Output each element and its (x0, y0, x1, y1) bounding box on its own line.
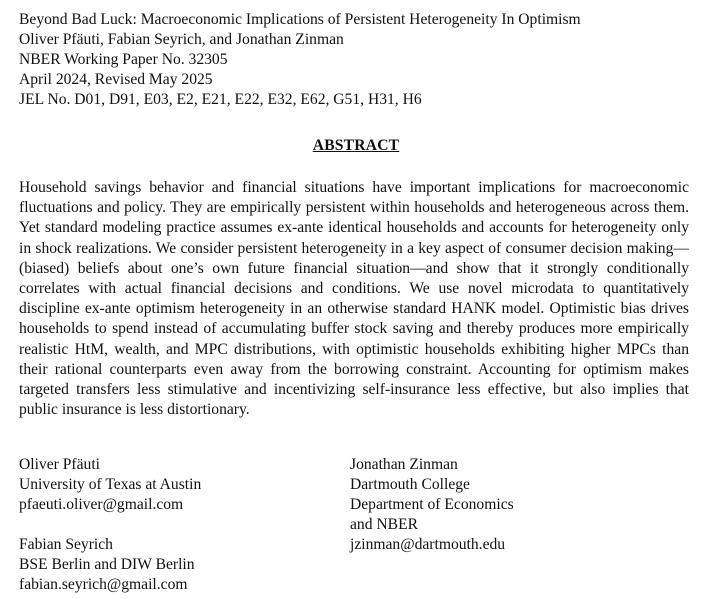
author-column-right (350, 455, 514, 555)
author-affiliation: and NBER (350, 516, 419, 533)
abstract-heading: ABSTRACT (312, 137, 400, 154)
working-paper-number: NBER Working Paper No. 32305 (19, 51, 228, 68)
author-block-seyrich (19, 535, 201, 595)
author-affiliation: BSE Berlin and DIW Berlin (19, 556, 195, 573)
author-contact-section (19, 455, 699, 595)
author-name: Fabian Seyrich (19, 536, 113, 553)
author-affiliation: Department of Economics (350, 496, 514, 513)
jel-codes: JEL No. D01, D91, E03, E2, E21, E22, E32, E62, G51, H31, H6 (19, 91, 422, 108)
author-block-zinman (350, 455, 514, 555)
paper-title: Beyond Bad Luck: Macroeconomic Implications of Persistent Heterogeneity In Optimism (19, 11, 581, 28)
author-name: Oliver Pfäuti (19, 456, 100, 473)
author-list: Oliver Pfäuti, Fabian Seyrich, and Jonathan Zinman (19, 31, 344, 48)
abstract-text: Household savings behavior and financial situations have important implications for macroeconomic fluctuations and policy. They are empirically persistent within households and heterogeneous across them. Yet standard modeling practice assumes ex-ante identical households and accounts for heterogeneity only in shock realizations. We consider persistent heterogeneity in a key aspect of consumer decision making—(biased) beliefs about one’s own future financial situation—and show that it strongly conditionally correlates with actual financial decisions and conditions. We use novel microdata to quantitatively discipline ex-ante optimism heterogeneity in an otherwise standard HANK model. Optimistic bias drives households to spend instead of accumulating buffer stock saving and thereby produces more empirically realistic HtM, wealth, and MPC distributions, with optimistic households exhibiting higher MPCs than their rational counterparts even away from the borrowing constraint. Accounting for optimism makes targeted transfers less stimulative and incentivizing self-insurance less effective, but also implies that public insurance is less distortionary. (19, 179, 689, 419)
author-block-pfauti (19, 455, 201, 515)
author-email: fabian.seyrich@gmail.com (19, 576, 188, 593)
paper-header (19, 10, 699, 110)
publication-dates: April 2024, Revised May 2025 (19, 71, 213, 88)
author-email: jzinman@dartmouth.edu (350, 536, 506, 553)
author-column-left (19, 455, 201, 595)
author-email: pfaeuti.oliver@gmail.com (19, 496, 184, 513)
author-affiliation: University of Texas at Austin (19, 476, 202, 493)
author-affiliation: Dartmouth College (350, 476, 470, 493)
author-name: Jonathan Zinman (350, 456, 458, 473)
